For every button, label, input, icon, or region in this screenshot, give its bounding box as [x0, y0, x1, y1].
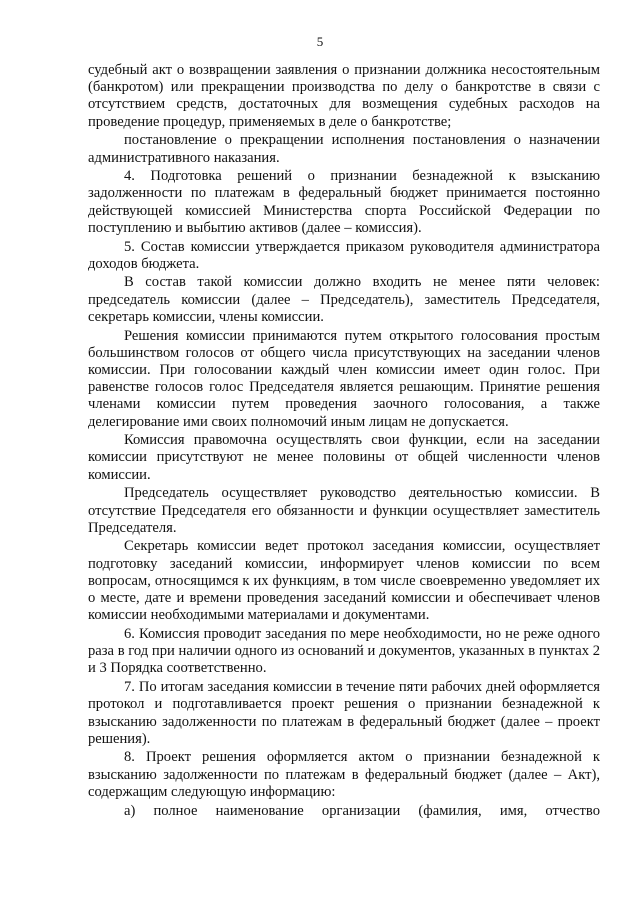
paragraph-commission-composition: В состав такой комиссии должно входить не менее пяти человек: председатель комиссии (далее – Председатель), заместитель Председателя, секретарь комиссии, члены комиссии.	[88, 274, 600, 325]
paragraph-item-5: 5. Состав комиссии утверждается приказом руководителя администратора доходов бюджета.	[88, 238, 600, 272]
paragraph-item-7: 7. По итогам заседания комиссии в течение пяти рабочих дней оформляется протокол и подготавливается проект решения о признании безнадежной к взысканию задолженности по платежам в федеральный бюджет (далее – проект решения).	[88, 679, 600, 747]
paragraph-item-8: 8. Проект решения оформляется актом о признании безнадежной к взысканию задолженности по платежам в федеральный бюджет (далее – Акт), содержащим следующую информацию:	[88, 749, 600, 800]
paragraph-item-4: 4. Подготовка решений о признании безнадежной к взысканию задолженности по платежам в федеральный бюджет принимается постоянно действующей комиссией Министерства спорта Российской Федерации по поступлению и выбытию активов (далее – комиссия).	[88, 168, 600, 236]
paragraph-continuation: судебный акт о возвращении заявления о признании должника несостоятельным (банкротом) или прекращении производства по делу о банкротстве в связи с отсутствием средств, достаточных для возмещения судебных расходов на проведение процедур, применяемых в деле о банкротстве;	[88, 62, 600, 130]
paragraph-chairman: Председатель осуществляет руководство деятельностью комиссии. В отсутствие Председателя его обязанности и функции осуществляет заместитель Председателя.	[88, 485, 600, 536]
page-number: 5	[316, 34, 324, 49]
paragraph-item-6: 6. Комиссия проводит заседания по мере необходимости, но не реже одного раза в год при наличии одного из оснований и документов, указанных в пунктах 2 и 3 Порядка соответственно.	[88, 626, 600, 677]
paragraph-secretary: Секретарь комиссии ведет протокол заседания комиссии, осуществляет подготовку заседаний комиссии, информирует членов комиссии по всем вопросам, относящимся к их функциям, в том числе своевременно уведомляет их о месте, дате и времени проведения заседаний комиссии и обеспечивает членов комиссии необходимыми материалами и документами.	[88, 538, 600, 624]
paragraph-subitem-a: а) полное наименование организации (фамилия, имя, отчество	[124, 802, 600, 819]
paragraph-resolution-termination: постановление о прекращении исполнения постановления о назначении административного наказания.	[88, 132, 600, 166]
document-body	[88, 62, 600, 820]
paragraph-voting: Решения комиссии принимаются путем открытого голосования простым большинством голосов от общего числа присутствующих на заседании членов комиссии. При голосовании каждый член комиссии имеет один голос. При равенстве голосов голос Председателя является решающим. Принятие решения членами комиссии путем проведения заочного голосования, а также делегирование ими своих полномочий иным лицам не допускается.	[88, 327, 600, 430]
paragraph-quorum: Комиссия правомочна осуществлять свои функции, если на заседании комиссии присутствуют не менее половины от общей численности членов комиссии.	[88, 432, 600, 483]
